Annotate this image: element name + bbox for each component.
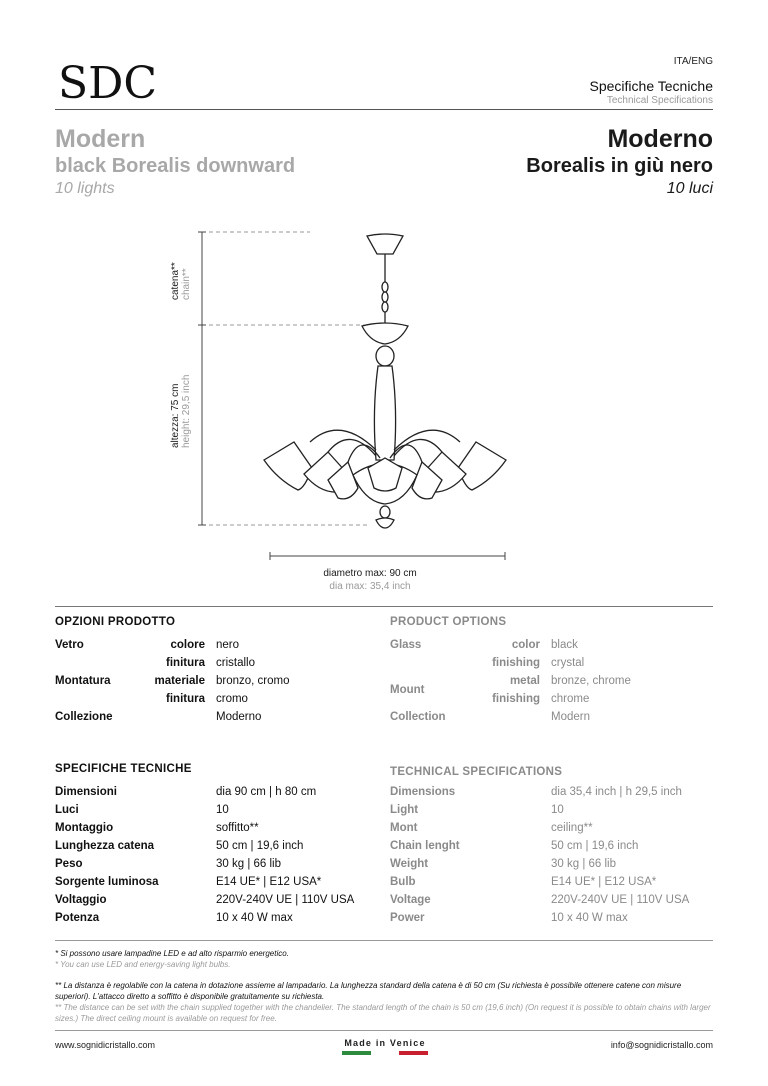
- opt-finish-value-it: cristallo: [216, 657, 255, 669]
- opt-material-value-en: bronze, chrome: [551, 675, 631, 687]
- product-lights-en: 10 lights: [55, 180, 115, 197]
- footer-divider: [55, 1030, 713, 1031]
- opt-glass-it: Vetro: [55, 639, 84, 651]
- note-chain-it: ** La distanza è regolabile con la catena in dotazione assieme al lampadario. La lunghezza standard della catena è di 50 cm (Su richiesta è possibile ottenere catene con misure superiori). L'attacco diretto a soffitto è disponibile gratuitamente su richiesta.: [55, 981, 682, 1001]
- opt-mount-en: Mount: [390, 684, 425, 696]
- spec-label-it: Voltaggio: [55, 894, 107, 906]
- spec-label-en: Weight: [390, 858, 429, 870]
- chandelier-drawing: [160, 220, 540, 600]
- opt-color-value-en: black: [551, 639, 578, 651]
- opt-mount-finish-value-en: chrome: [551, 693, 590, 705]
- opt-mount-finish-label-en: finishing: [492, 693, 540, 705]
- spec-label-it: Potenza: [55, 912, 100, 924]
- options-divider: [55, 606, 713, 607]
- spec-value-en: dia 35,4 inch | h 29,5 inch: [551, 786, 682, 798]
- spec-label-it: Montaggio: [55, 822, 114, 834]
- opt-finish-label-en: finishing: [492, 657, 540, 669]
- italian-flag-icon: [342, 1051, 428, 1055]
- chain-label-en: chain**: [181, 268, 192, 300]
- height-label: [170, 375, 192, 448]
- product-variant-en: black Borealis downward: [55, 155, 296, 177]
- opt-color-label-it: colore: [170, 639, 205, 651]
- chain-label: [170, 262, 192, 300]
- flag-stripe: [371, 1051, 400, 1055]
- product-name-en: [55, 124, 295, 200]
- spec-label-it: Sorgente luminosa: [55, 876, 159, 888]
- spec-label-en: Power: [390, 912, 425, 924]
- website-link[interactable]: www.sognidicristallo.com: [55, 1040, 156, 1050]
- spec-label-en: Mont: [390, 822, 418, 834]
- spec-label-it: Peso: [55, 858, 83, 870]
- opt-mount-finish-label-it: finitura: [166, 693, 205, 705]
- spec-label-it: Dimensioni: [55, 786, 117, 798]
- diameter-label-it: diametro max: 90 cm: [323, 568, 417, 579]
- specs-title-en: TECHNICAL SPECIFICATIONS: [390, 766, 563, 778]
- spec-value-it: 50 cm | 19,6 inch: [216, 840, 304, 852]
- spec-label-en: Bulb: [390, 876, 416, 888]
- opt-collection-value-en: Modern: [551, 711, 590, 723]
- notes-divider: [55, 940, 713, 941]
- spec-label-en: Light: [390, 804, 419, 816]
- spec-value-it: 10 x 40 W max: [216, 912, 293, 924]
- spec-value-en: ceiling**: [551, 822, 593, 834]
- sdc-logo: [58, 58, 158, 109]
- note-led: [55, 948, 713, 970]
- specs-title-it: SPECIFICHE TECNICHE: [55, 763, 192, 775]
- note-led-en: * You can use LED and energy-saving light bulbs.: [55, 960, 231, 969]
- product-lights-it: 10 luci: [666, 180, 713, 197]
- spec-value-it: E14 UE* | E12 USA*: [216, 876, 322, 888]
- opt-glass-en: Glass: [390, 639, 422, 651]
- email-link[interactable]: info@sognidicristallo.com: [610, 1040, 713, 1050]
- spec-label-en: Chain lenght: [390, 840, 460, 852]
- height-label-en: height: 29,5 inch: [181, 374, 192, 448]
- svg-text:SDC: SDC: [58, 58, 158, 109]
- diameter-label: [290, 567, 450, 593]
- spec-value-it: 10: [216, 804, 229, 816]
- chain-label-it: catena**: [170, 262, 181, 300]
- opt-finish-label-it: finitura: [166, 657, 205, 669]
- spec-value-it: dia 90 cm | h 80 cm: [216, 786, 317, 798]
- spec-title: Specifiche Tecniche: [589, 78, 713, 94]
- spec-value-it: 220V-240V UE | 110V USA: [216, 894, 355, 906]
- product-title-en: Modern: [55, 125, 146, 153]
- opt-material-value-it: bronzo, cromo: [216, 675, 290, 687]
- product-variant-it: Borealis in giù nero: [526, 155, 713, 177]
- opt-collection-value-it: Moderno: [216, 711, 262, 723]
- flag-stripe: [342, 1051, 371, 1055]
- spec-value-it: 30 kg | 66 lib: [216, 858, 282, 870]
- opt-material-label-it: materiale: [154, 675, 205, 687]
- note-chain: [55, 980, 713, 1024]
- note-led-it: * Si possono usare lampadine LED e ad alto risparmio energetico.: [55, 949, 289, 958]
- opt-material-label-en: metal: [509, 675, 540, 687]
- spec-label-en: Dimensions: [390, 786, 456, 798]
- flag-stripe: [399, 1051, 428, 1055]
- spec-value-en: 220V-240V UE | 110V USA: [551, 894, 690, 906]
- product-title-it: Moderno: [607, 125, 713, 153]
- header-divider: [55, 109, 713, 110]
- spec-label-it: Lunghezza catena: [55, 840, 155, 852]
- product-name-it: [526, 124, 713, 200]
- language-indicator: ITA/ENG: [673, 56, 713, 67]
- options-title-it: OPZIONI PRODOTTO: [55, 616, 176, 628]
- opt-color-label-en: color: [511, 639, 540, 651]
- opt-collection-it: Collezione: [55, 711, 113, 723]
- spec-subtitle: Technical Specifications: [606, 95, 713, 106]
- note-chain-en: ** The distance can be set with the chain supplied together with the chandelier. The standard length of the chain is 50 cm (19,6 inch) (On request it is possible to obtain chains with larger sizes.) The direct ceiling mount is available on request for free.: [55, 1003, 711, 1023]
- spec-value-it: soffitto**: [216, 822, 259, 834]
- diameter-label-en: dia max: 35,4 inch: [329, 581, 411, 592]
- opt-mount-finish-value-it: cromo: [216, 693, 248, 705]
- spec-label-en: Voltage: [390, 894, 431, 906]
- spec-value-en: 50 cm | 19,6 inch: [551, 840, 639, 852]
- spec-label-it: Luci: [55, 804, 79, 816]
- spec-value-en: E14 UE* | E12 USA*: [551, 876, 657, 888]
- height-label-it: altezza: 75 cm: [170, 383, 181, 448]
- opt-collection-en: Collection: [390, 711, 446, 723]
- spec-value-en: 10 x 40 W max: [551, 912, 628, 924]
- opt-finish-value-en: crystal: [551, 657, 585, 669]
- spec-value-en: 10: [551, 804, 564, 816]
- spec-value-en: 30 kg | 66 lib: [551, 858, 617, 870]
- opt-mount-it: Montatura: [55, 675, 111, 687]
- options-title-en: PRODUCT OPTIONS: [390, 616, 507, 628]
- opt-color-value-it: nero: [216, 639, 240, 651]
- made-in-venice: Made in Venice: [344, 1038, 426, 1048]
